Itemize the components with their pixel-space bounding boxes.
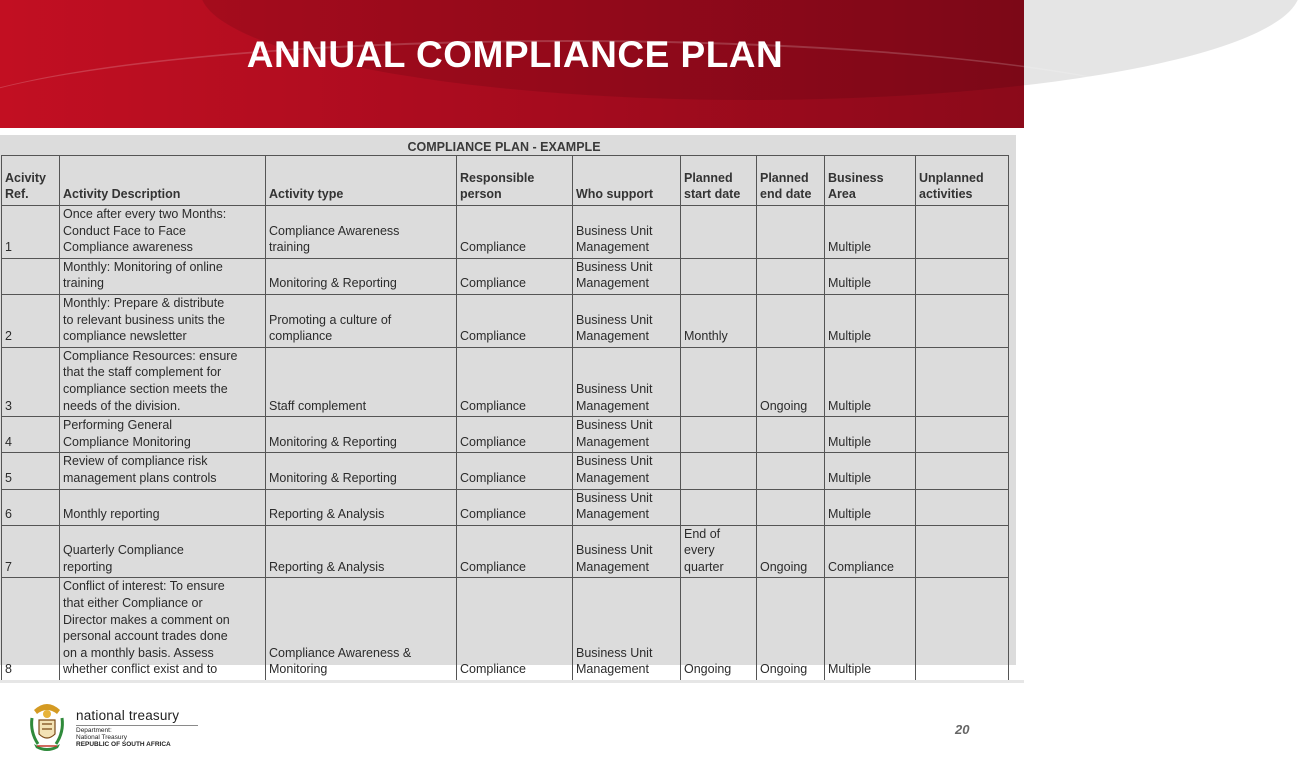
cell-end <box>757 489 825 525</box>
cell-end <box>757 417 825 453</box>
cell-text: 3 <box>5 398 12 413</box>
org-name: national treasury <box>76 708 180 723</box>
cell-line: person <box>460 187 502 202</box>
cell-line: start date <box>684 187 741 202</box>
cell-unplanned <box>916 525 1009 578</box>
cell-line: Compliance awareness <box>63 240 193 255</box>
cell-type <box>266 525 457 578</box>
cell-start <box>681 417 757 453</box>
cell-line: Management <box>576 559 649 574</box>
table-header-row <box>2 156 1009 206</box>
dept-name: National Treasury <box>76 734 127 741</box>
cell-support <box>573 258 681 294</box>
cell-start <box>681 206 757 259</box>
cell-support <box>573 578 681 681</box>
cell-line: Once after every two Months: <box>63 207 227 221</box>
cell-line: Compliance <box>460 329 527 344</box>
cell-desc <box>60 489 266 525</box>
cell-desc <box>60 294 266 347</box>
cell-line: Multiple <box>828 240 872 255</box>
cell-line: whether conflict exist and to <box>63 662 218 677</box>
dept-label: Department: <box>76 727 112 734</box>
cell-start <box>681 258 757 294</box>
cell-area <box>825 258 916 294</box>
cell-area <box>825 525 916 578</box>
cell-line: on a monthly basis. Assess <box>63 645 214 660</box>
cell-line: Monthly reporting <box>63 507 160 522</box>
cell-desc <box>60 206 266 259</box>
cell-unplanned <box>916 294 1009 347</box>
cell-responsible <box>457 489 573 525</box>
cell-type <box>266 347 457 416</box>
cell-unplanned <box>916 489 1009 525</box>
cell-line: Reporting & Analysis <box>269 507 385 522</box>
cell-type <box>266 206 457 259</box>
cell-end <box>757 453 825 489</box>
cell-ref <box>2 258 60 294</box>
cell-line: Planned <box>684 170 733 185</box>
cell-area <box>825 347 916 416</box>
cell-text: 2 <box>5 329 12 344</box>
column-header-start <box>681 156 757 206</box>
column-header-responsible <box>457 156 573 206</box>
cell-ref <box>2 417 60 453</box>
cell-ref <box>2 578 60 681</box>
cell-line: Business Unit <box>576 418 653 433</box>
cell-line: Performing General <box>63 418 173 433</box>
cell-area <box>825 453 916 489</box>
cell-line: Who support <box>576 187 654 202</box>
cell-line: Management <box>576 240 649 255</box>
page-number: 20 <box>955 722 970 737</box>
cell-desc <box>60 525 266 578</box>
cell-area <box>825 489 916 525</box>
cell-desc <box>60 578 266 681</box>
cell-line: Business Unit <box>576 223 653 238</box>
cell-line: Compliance <box>460 434 527 449</box>
cell-line: Management <box>576 662 649 677</box>
cell-line: Promoting a culture of <box>269 312 392 327</box>
cell-line: Compliance <box>460 398 527 413</box>
cell-line: personal account trades done <box>63 629 228 644</box>
cell-line: Business Unit <box>576 259 653 274</box>
column-header-desc <box>60 156 266 206</box>
cell-line: Ongoing <box>760 662 808 677</box>
cell-ref <box>2 525 60 578</box>
cell-support <box>573 525 681 578</box>
cell-line: Compliance <box>460 507 527 522</box>
cell-desc <box>60 347 266 416</box>
cell-line: Monitoring <box>269 662 328 677</box>
table-row <box>2 206 1009 259</box>
cell-line: Business Unit <box>576 543 653 558</box>
cell-support <box>573 347 681 416</box>
cell-responsible <box>457 578 573 681</box>
table-row <box>2 294 1009 347</box>
cell-line: Multiple <box>828 507 872 522</box>
cell-line: Multiple <box>828 276 872 291</box>
cell-line: Management <box>576 434 649 449</box>
cell-text: 5 <box>5 470 12 485</box>
cell-start <box>681 347 757 416</box>
cell-line: Management <box>576 507 649 522</box>
cell-responsible <box>457 294 573 347</box>
cell-line: Compliance Awareness <box>269 223 400 238</box>
cell-line: Activity type <box>269 187 344 202</box>
table-row <box>2 347 1009 416</box>
cell-line: Monitoring & Reporting <box>269 434 397 449</box>
cell-unplanned <box>916 453 1009 489</box>
cell-unplanned <box>916 206 1009 259</box>
column-header-ref <box>2 156 60 206</box>
cell-line: Ongoing <box>760 398 808 413</box>
header-band <box>0 0 1024 128</box>
cell-line: activities <box>919 187 973 202</box>
column-header-unplanned <box>916 156 1009 206</box>
cell-area <box>825 294 916 347</box>
cell-unplanned <box>916 347 1009 416</box>
cell-text: 4 <box>5 434 12 449</box>
cell-line: Area <box>828 187 856 202</box>
table-row <box>2 578 1009 681</box>
cell-unplanned <box>916 258 1009 294</box>
page-title: ANNUAL COMPLIANCE PLAN <box>246 34 784 75</box>
cell-responsible <box>457 525 573 578</box>
cell-line: Management <box>576 398 649 413</box>
cell-line: Director makes a comment on <box>63 612 230 627</box>
cell-type <box>266 578 457 681</box>
cell-line: Monthly <box>684 329 728 344</box>
cell-ref <box>2 206 60 259</box>
cell-line: Business Unit <box>576 381 653 396</box>
cell-responsible <box>457 206 573 259</box>
cell-text: 1 <box>5 240 12 255</box>
cell-end <box>757 578 825 681</box>
cell-area <box>825 417 916 453</box>
cell-line: Reporting & Analysis <box>269 559 385 574</box>
cell-line: Multiple <box>828 434 872 449</box>
cell-line: to relevant business units the <box>63 312 225 327</box>
cell-support <box>573 206 681 259</box>
cell-line: Multiple <box>828 329 872 344</box>
cell-type <box>266 258 457 294</box>
column-header-support <box>573 156 681 206</box>
cell-line: Unplanned <box>919 170 984 185</box>
cell-line: Business Unit <box>576 454 653 469</box>
cell-type <box>266 453 457 489</box>
cell-line: Responsible <box>460 170 535 185</box>
cell-desc <box>60 453 266 489</box>
cell-line: Acivity <box>5 170 46 185</box>
cell-line: Compliance <box>460 662 527 677</box>
cell-line: Compliance <box>460 276 527 291</box>
cell-area <box>825 578 916 681</box>
cell-line: Ongoing <box>684 662 732 677</box>
cell-text: 7 <box>5 559 12 574</box>
cell-line: that either Compliance or <box>63 596 203 611</box>
cell-line: Multiple <box>828 470 872 485</box>
cell-line: Business <box>828 170 884 185</box>
cell-line: management plans controls <box>63 470 217 485</box>
column-header-area <box>825 156 916 206</box>
cell-line: every <box>684 543 715 558</box>
national-treasury-logo <box>28 700 198 754</box>
cell-line: Compliance <box>460 470 527 485</box>
cell-line: Staff complement <box>269 398 367 413</box>
column-header-type <box>266 156 457 206</box>
cell-support <box>573 417 681 453</box>
cell-desc <box>60 417 266 453</box>
compliance-plan-scan <box>0 135 1016 677</box>
cell-responsible <box>457 417 573 453</box>
cell-line: needs of the division. <box>63 398 181 413</box>
cell-line: Conflict of interest: To ensure <box>63 579 225 594</box>
cell-type <box>266 489 457 525</box>
cell-line: Ongoing <box>760 559 808 574</box>
cell-line: quarter <box>684 559 724 574</box>
cell-line: Review of compliance risk <box>63 454 208 469</box>
cell-start <box>681 489 757 525</box>
cell-support <box>573 294 681 347</box>
cell-end <box>757 525 825 578</box>
footer-divider <box>0 680 1024 683</box>
cell-unplanned <box>916 578 1009 681</box>
cell-end <box>757 206 825 259</box>
cell-line: reporting <box>63 559 113 574</box>
cell-responsible <box>457 453 573 489</box>
cell-ref <box>2 294 60 347</box>
cell-line: Monthly: Prepare & distribute <box>63 295 225 310</box>
cell-line: Conduct Face to Face <box>63 223 186 238</box>
cell-unplanned <box>916 417 1009 453</box>
cell-ref <box>2 347 60 416</box>
cell-line: that the staff complement for <box>63 365 222 380</box>
cell-line: Business Unit <box>576 490 653 505</box>
compliance-plan-table <box>1 155 1009 681</box>
cell-start <box>681 578 757 681</box>
cell-desc <box>60 258 266 294</box>
table-row <box>2 525 1009 578</box>
cell-line: end date <box>760 187 812 202</box>
cell-end <box>757 294 825 347</box>
cell-text: 8 <box>5 662 12 677</box>
cell-line: Compliance Resources: ensure <box>63 348 238 363</box>
cell-line: Management <box>576 276 649 291</box>
table-row <box>2 258 1009 294</box>
cell-line: compliance section meets the <box>63 381 228 396</box>
cell-line: Management <box>576 329 649 344</box>
cell-type <box>266 294 457 347</box>
cell-line: Compliance <box>828 559 895 574</box>
cell-end <box>757 258 825 294</box>
cell-start <box>681 453 757 489</box>
cell-line: Compliance <box>460 240 527 255</box>
cell-line: End of <box>684 526 721 541</box>
cell-line: Business Unit <box>576 312 653 327</box>
cell-area <box>825 206 916 259</box>
cell-responsible <box>457 347 573 416</box>
cell-line: Planned <box>760 170 809 185</box>
cell-line: Compliance Awareness & <box>269 645 412 660</box>
cell-support <box>573 489 681 525</box>
table-row <box>2 489 1009 525</box>
cell-line: Compliance <box>460 559 527 574</box>
cell-line: Multiple <box>828 398 872 413</box>
country-name: REPUBLIC OF SOUTH AFRICA <box>76 741 171 748</box>
org-name-rule <box>76 725 198 726</box>
cell-line: Business Unit <box>576 645 653 660</box>
cell-line: Activity Description <box>63 187 181 202</box>
cell-line: training <box>269 240 310 255</box>
cell-line: Monitoring & Reporting <box>269 276 397 291</box>
table-caption: COMPLIANCE PLAN - EXAMPLE <box>407 140 601 154</box>
column-header-end <box>757 156 825 206</box>
cell-end <box>757 347 825 416</box>
cell-type <box>266 417 457 453</box>
cell-line: Management <box>576 470 649 485</box>
cell-start <box>681 294 757 347</box>
cell-line: Ref. <box>5 187 29 202</box>
cell-ref <box>2 453 60 489</box>
cell-line: Multiple <box>828 662 872 677</box>
cell-text: 6 <box>5 507 12 522</box>
cell-line: Quarterly Compliance <box>63 543 184 558</box>
table-row <box>2 453 1009 489</box>
cell-line: Monthly: Monitoring of online <box>63 259 223 274</box>
cell-line: Compliance Monitoring <box>63 434 191 449</box>
cell-support <box>573 453 681 489</box>
cell-line: compliance <box>269 329 333 344</box>
cell-line: compliance newsletter <box>63 329 187 344</box>
table-row <box>2 417 1009 453</box>
south-africa-coat-of-arms-icon <box>28 700 66 752</box>
cell-line: Monitoring & Reporting <box>269 470 397 485</box>
cell-start <box>681 525 757 578</box>
cell-ref <box>2 489 60 525</box>
cell-line: training <box>63 276 104 291</box>
cell-responsible <box>457 258 573 294</box>
